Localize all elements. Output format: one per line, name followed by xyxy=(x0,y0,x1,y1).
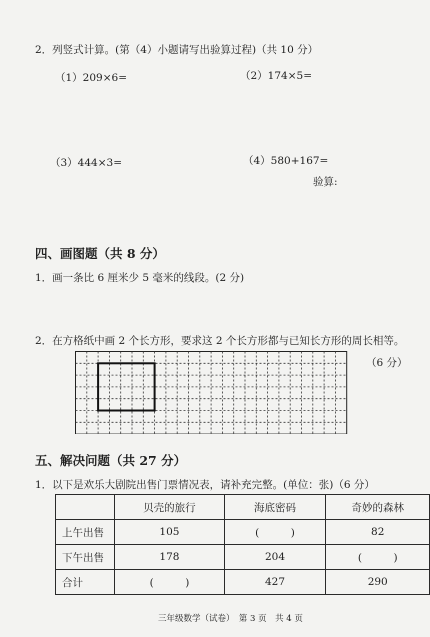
table-header-row xyxy=(56,495,430,520)
section4-q2: 2．在方格纸中画 2 个长方形，要求这 2 个长方形都与已知长方形的周长相等。 xyxy=(35,335,405,347)
table-cell-blank: ( ) xyxy=(224,520,326,545)
table-header-cell: 海底密码 xyxy=(224,495,326,520)
table-cell: 82 xyxy=(326,520,430,545)
table-row xyxy=(56,570,430,595)
table-row-label: 合计 xyxy=(56,570,115,595)
calc-item-2: （2）174×5= xyxy=(240,70,312,82)
table-cell: 105 xyxy=(115,520,224,545)
table-cell: 427 xyxy=(224,570,326,595)
calc-item-4: （4）580+167= xyxy=(243,155,329,167)
q2-title: 2．列竖式计算。(第（4）小题请写出验算过程)（共 10 分） xyxy=(35,44,319,56)
table-cell: 178 xyxy=(115,545,224,570)
calc-item-1: （1）209×6= xyxy=(55,72,127,84)
section4-q2-score: （6 分） xyxy=(366,357,408,369)
grid-paper-svg xyxy=(75,351,348,434)
table-cell-blank: ( ) xyxy=(115,570,224,595)
table-row xyxy=(56,545,430,570)
page-footer: 三年级数学（试卷） 第 3 页 共 4 页 xyxy=(158,614,303,624)
grid-paper xyxy=(75,351,348,434)
section4-heading: 四、画图题（共 8 分） xyxy=(35,246,165,261)
ticket-table xyxy=(55,494,430,595)
table-header-cell: 奇妙的森林 xyxy=(326,495,430,520)
calc-item-3: （3）444×3= xyxy=(50,157,122,169)
section4-q1: 1．画一条比 6 厘米少 5 毫米的线段。(2 分) xyxy=(35,272,245,284)
table-header-cell xyxy=(56,495,115,520)
table-cell-blank: ( ) xyxy=(326,545,430,570)
section5-q1: 1．以下是欢乐大剧院出售门票情况表，请补充完整。(单位：张)（6 分） xyxy=(35,479,375,491)
check-label: 验算: xyxy=(313,176,338,188)
table-row xyxy=(56,520,430,545)
given-rectangle xyxy=(98,363,155,410)
table-cell: 290 xyxy=(326,570,430,595)
table-row-label: 下午出售 xyxy=(56,545,115,570)
table-cell: 204 xyxy=(224,545,326,570)
section5-heading: 五、解决问题（共 27 分） xyxy=(35,453,187,468)
table-header-cell: 贝壳的旅行 xyxy=(115,495,224,520)
table-row-label: 上午出售 xyxy=(56,520,115,545)
